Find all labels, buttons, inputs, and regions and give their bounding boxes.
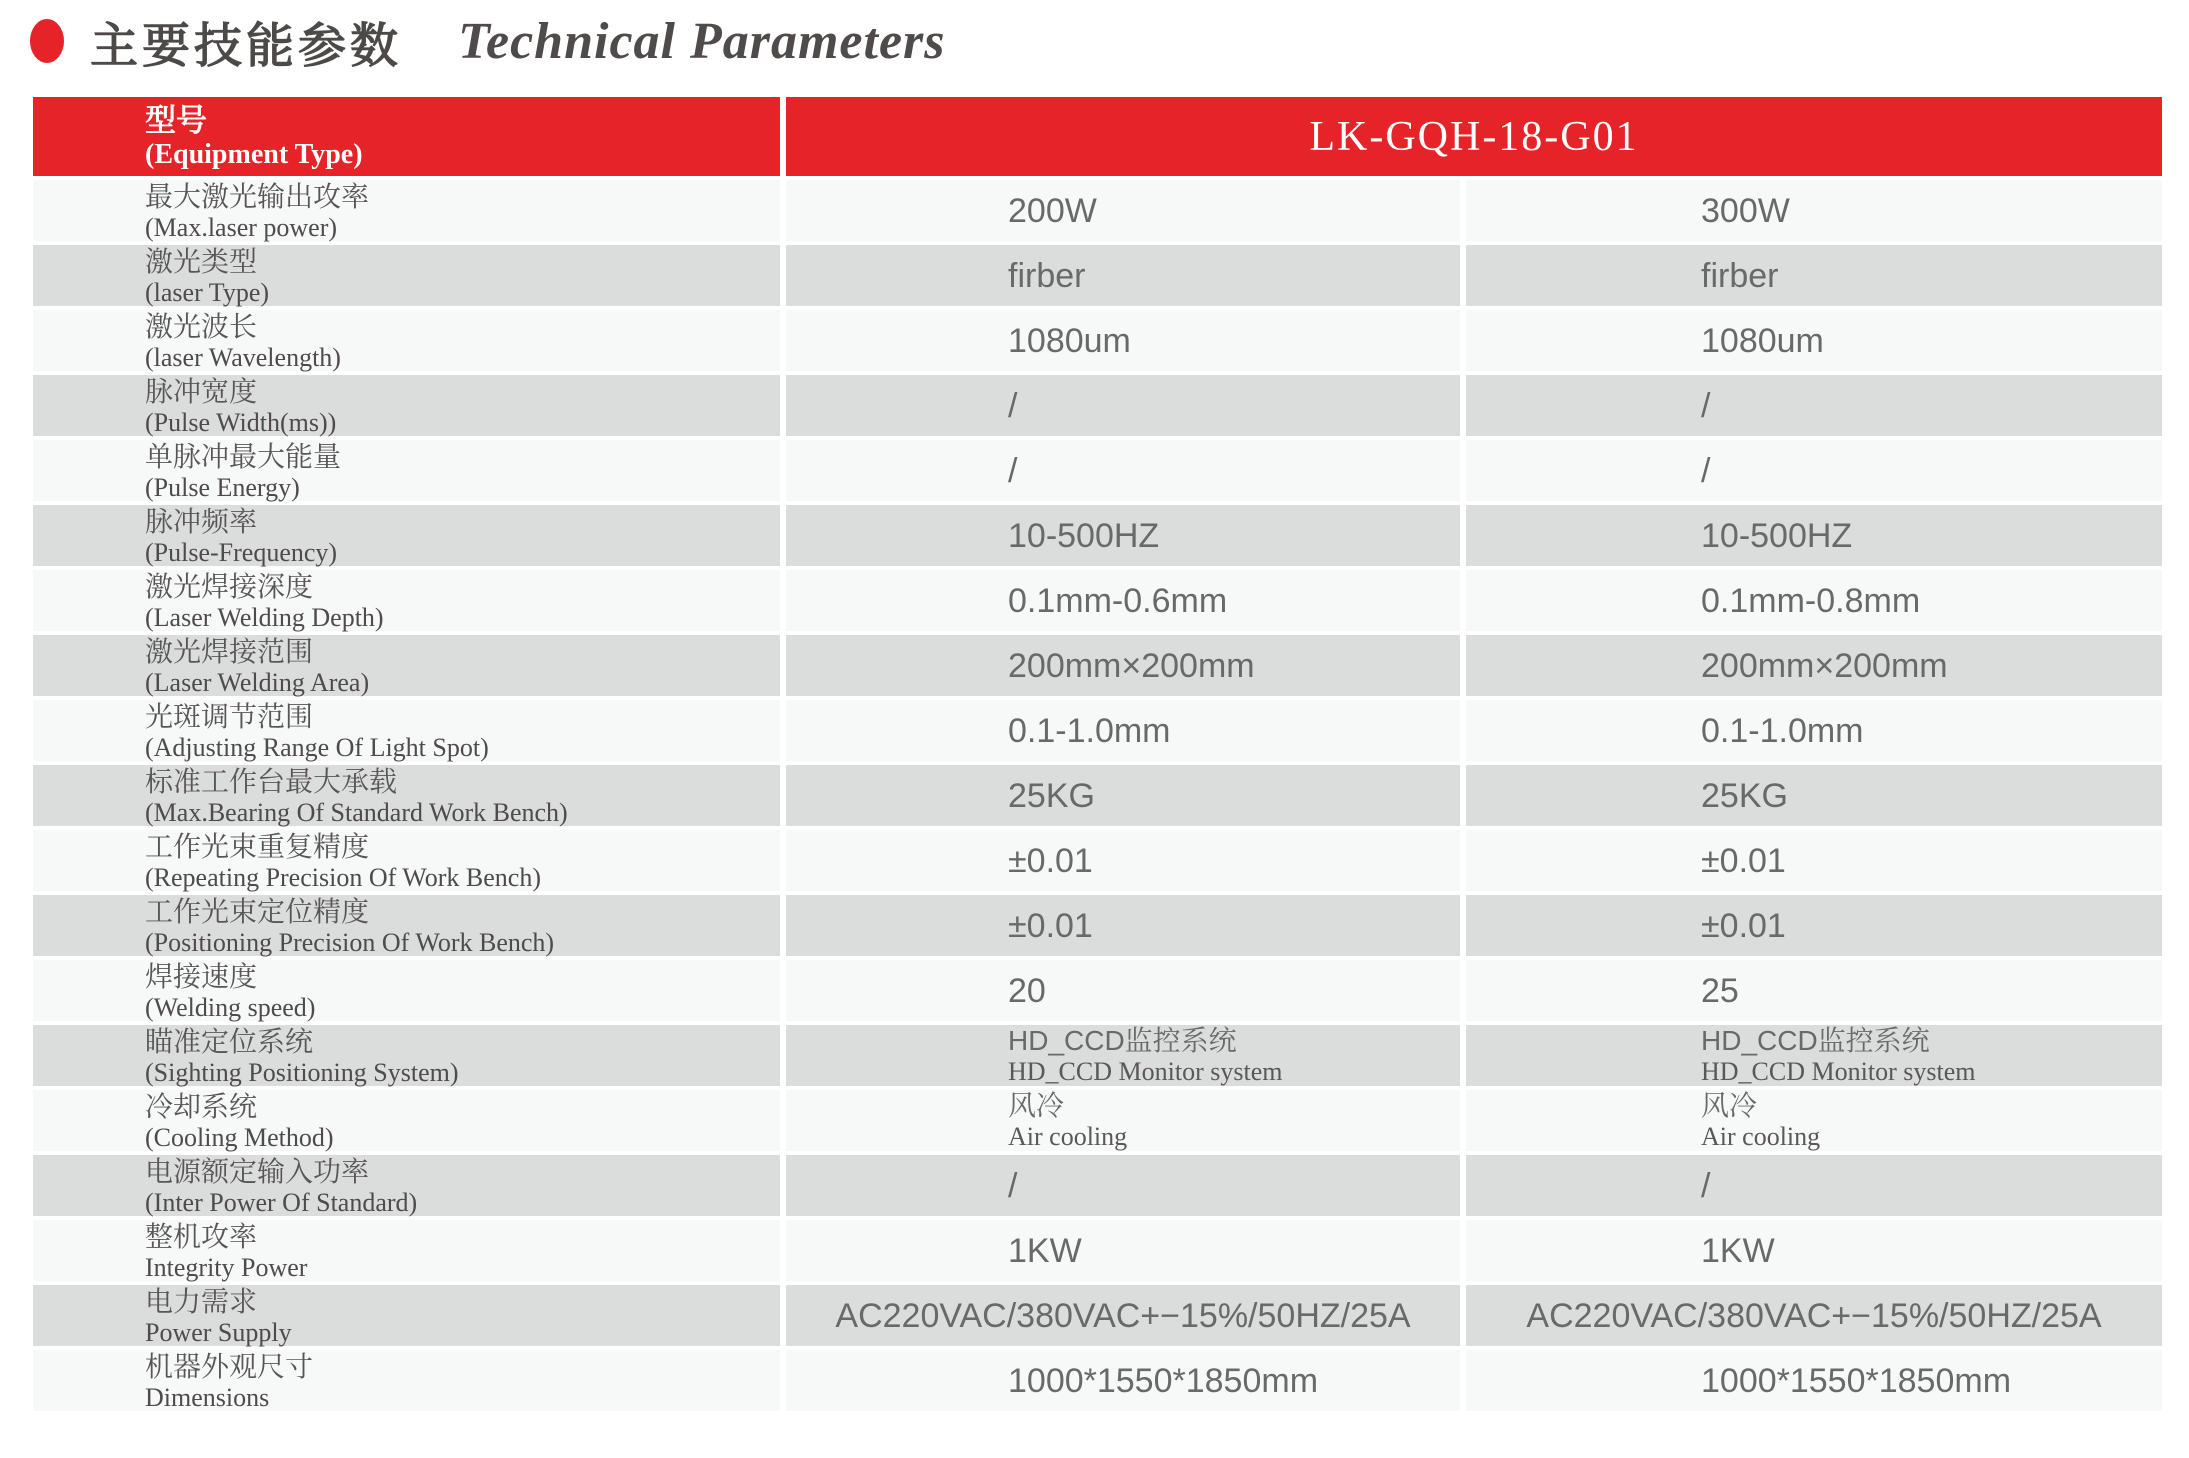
value-cell-300w-model xyxy=(1466,1220,2162,1281)
parameter-value-2: 0.1mm-0.8mm xyxy=(1701,581,1921,620)
parameter-label-en: (Adjusting Range Of Light Spot) xyxy=(145,732,489,762)
value-cell-200w-model xyxy=(786,960,1466,1021)
value-cell-300w-model xyxy=(1466,245,2162,306)
parameter-label-cell xyxy=(33,830,786,891)
parameter-label-en: (Max.laser power) xyxy=(145,212,338,242)
header-type-label-zh: 型号 xyxy=(145,103,207,138)
value-cell-200w-model xyxy=(786,310,1466,371)
parameter-label-cell xyxy=(33,1025,786,1086)
parameter-value-1: 200mm×200mm xyxy=(1008,646,1255,685)
value-cell-200w-model xyxy=(786,570,1466,631)
parameter-value-1: 1000*1550*1850mm xyxy=(1008,1361,1319,1400)
red-dot-icon xyxy=(30,19,64,63)
page-title-en: Technical Parameters xyxy=(458,12,946,70)
parameter-value-2: / xyxy=(1701,386,1711,425)
parameter-label-cell xyxy=(33,440,786,501)
parameter-label-en: (Positioning Precision Of Work Bench) xyxy=(145,927,555,957)
value-cell-300w-model xyxy=(1466,1025,2162,1086)
parameter-value-2: 风冷 xyxy=(1701,1090,1758,1121)
table-body xyxy=(33,180,2162,1415)
value-cell-300w-model xyxy=(1466,180,2162,241)
parameter-value-2: 25KG xyxy=(1701,776,1788,815)
parameter-label-en: (Repeating Precision Of Work Bench) xyxy=(145,862,541,892)
value-cell-300w-model xyxy=(1466,895,2162,956)
parameter-value-1: ±0.01 xyxy=(1008,906,1093,945)
parameter-label-zh: 单脉冲最大能量 xyxy=(145,440,342,472)
table-row xyxy=(33,310,2162,375)
parameter-value-1: / xyxy=(1008,386,1018,425)
parameter-label-cell xyxy=(33,310,786,371)
parameter-value-2: 0.1-1.0mm xyxy=(1701,711,1864,750)
parameter-value-2: ±0.01 xyxy=(1701,841,1786,880)
table-row xyxy=(33,1350,2162,1415)
parameter-value-2: 1000*1550*1850mm xyxy=(1701,1361,2012,1400)
value-cell-200w-model xyxy=(786,375,1466,436)
parameter-value-2: AC220VAC/380VAC+−15%/50HZ/25A xyxy=(1526,1296,2102,1335)
parameter-label-zh: 标准工作台最大承载 xyxy=(145,765,398,797)
parameter-value-1: firber xyxy=(1008,256,1086,295)
parameter-label-en: Power Supply xyxy=(145,1317,292,1347)
parameter-label-cell xyxy=(33,765,786,826)
parameter-label-zh: 脉冲频率 xyxy=(145,505,258,537)
table-row xyxy=(33,1155,2162,1220)
parameter-value-1: 1080um xyxy=(1008,321,1131,360)
value-cell-300w-model xyxy=(1466,700,2162,761)
value-cell-300w-model xyxy=(1466,1285,2162,1346)
parameter-value-1: 风冷 xyxy=(1008,1090,1065,1121)
parameter-value-1: 0.1-1.0mm xyxy=(1008,711,1171,750)
parameter-value-2-en: HD_CCD Monitor system xyxy=(1701,1057,1976,1086)
parameter-value-2: 200mm×200mm xyxy=(1701,646,1948,685)
value-cell-300w-model xyxy=(1466,505,2162,566)
table-row xyxy=(33,635,2162,700)
parameter-label-en: (Inter Power Of Standard) xyxy=(145,1187,418,1217)
table-row xyxy=(33,700,2162,765)
parameter-value-2: firber xyxy=(1701,256,1779,295)
value-cell-200w-model xyxy=(786,1285,1466,1346)
value-cell-200w-model xyxy=(786,245,1466,306)
parameter-value-1: 20 xyxy=(1008,971,1046,1010)
parameter-label-zh: 焊接速度 xyxy=(145,960,258,992)
parameter-label-zh: 瞄准定位系统 xyxy=(145,1025,314,1057)
table-row xyxy=(33,570,2162,635)
value-cell-200w-model xyxy=(786,830,1466,891)
parameter-label-cell xyxy=(33,1090,786,1151)
parameter-value-2: HD_CCD监控系统 xyxy=(1701,1025,1930,1056)
parameter-value-2: 1080um xyxy=(1701,321,1824,360)
parameter-label-en: (Laser Welding Area) xyxy=(145,667,370,697)
value-cell-300w-model xyxy=(1466,765,2162,826)
parameter-value-1: 0.1mm-0.6mm xyxy=(1008,581,1228,620)
parameter-value-1: / xyxy=(1008,1166,1018,1205)
value-cell-200w-model xyxy=(786,765,1466,826)
parameter-label-en: (Max.Bearing Of Standard Work Bench) xyxy=(145,797,568,827)
table-row xyxy=(33,1025,2162,1090)
parameter-value-2-en: Air cooling xyxy=(1701,1122,1821,1151)
parameter-label-en: Dimensions xyxy=(145,1382,270,1412)
parameter-label-zh: 光斑调节范围 xyxy=(145,700,314,732)
table-row xyxy=(33,440,2162,505)
parameter-label-zh: 激光焊接深度 xyxy=(145,570,314,602)
value-cell-200w-model xyxy=(786,1090,1466,1151)
parameter-label-zh: 激光类型 xyxy=(145,245,258,277)
table-row xyxy=(33,895,2162,960)
value-cell-300w-model xyxy=(1466,440,2162,501)
parameter-label-zh: 脉冲宽度 xyxy=(145,375,258,407)
table-row xyxy=(33,830,2162,895)
table-row xyxy=(33,765,2162,830)
page-title xyxy=(30,10,2189,72)
table-row xyxy=(33,1285,2162,1350)
value-cell-200w-model xyxy=(786,635,1466,696)
parameter-label-zh: 工作光束重复精度 xyxy=(145,830,370,862)
parameter-label-cell xyxy=(33,960,786,1021)
value-cell-200w-model xyxy=(786,700,1466,761)
value-cell-200w-model xyxy=(786,440,1466,501)
parameter-label-en: (Cooling Method) xyxy=(145,1122,334,1152)
parameter-label-cell xyxy=(33,180,786,241)
value-cell-200w-model xyxy=(786,1025,1466,1086)
value-cell-300w-model xyxy=(1466,1350,2162,1411)
parameter-value-2: 1KW xyxy=(1701,1231,1775,1270)
value-cell-300w-model xyxy=(1466,635,2162,696)
header-model-cell: LK-GQH-18-G01 xyxy=(1309,113,1639,160)
parameter-label-cell xyxy=(33,1220,786,1281)
table-row xyxy=(33,1090,2162,1155)
header-type-label-en: (Equipment Type) xyxy=(145,139,363,170)
table-row xyxy=(33,960,2162,1025)
parameter-label-en: (laser Type) xyxy=(145,277,270,307)
parameter-value-2: / xyxy=(1701,451,1711,490)
table-row xyxy=(33,505,2162,570)
table-row xyxy=(33,1220,2162,1285)
parameter-label-en: (laser Wavelength) xyxy=(145,342,341,372)
parameter-label-zh: 激光焊接范围 xyxy=(145,635,314,667)
parameter-value-1: / xyxy=(1008,451,1018,490)
parameter-label-zh: 工作光束定位精度 xyxy=(145,895,370,927)
parameter-value-1: 200W xyxy=(1008,191,1097,230)
value-cell-300w-model xyxy=(1466,570,2162,631)
table-row xyxy=(33,245,2162,310)
header-equipment-type-cell xyxy=(33,97,786,176)
parameter-label-cell xyxy=(33,375,786,436)
value-cell-200w-model xyxy=(786,1155,1466,1216)
parameter-label-zh: 电源额定输入功率 xyxy=(145,1155,370,1187)
value-cell-300w-model xyxy=(1466,830,2162,891)
value-cell-200w-model xyxy=(786,895,1466,956)
parameter-value-1: 1KW xyxy=(1008,1231,1082,1270)
parameter-label-cell xyxy=(33,245,786,306)
value-cell-200w-model xyxy=(786,1350,1466,1411)
parameter-label-zh: 激光波长 xyxy=(145,310,258,342)
parameter-label-en: (Sighting Positioning System) xyxy=(145,1057,459,1087)
parameter-value-1: AC220VAC/380VAC+−15%/50HZ/25A xyxy=(835,1296,1411,1335)
parameter-label-cell xyxy=(33,895,786,956)
parameter-label-cell xyxy=(33,1285,786,1346)
parameter-label-zh: 冷却系统 xyxy=(145,1090,258,1122)
parameter-label-zh: 整机攻率 xyxy=(145,1220,258,1252)
table-row xyxy=(33,180,2162,245)
parameter-value-1: HD_CCD监控系统 xyxy=(1008,1025,1237,1056)
parameter-label-cell xyxy=(33,505,786,566)
value-cell-300w-model xyxy=(1466,375,2162,436)
value-cell-300w-model xyxy=(1466,1090,2162,1151)
parameter-label-en: (Pulse-Frequency) xyxy=(145,537,338,567)
parameter-value-2: 300W xyxy=(1701,191,1790,230)
parameter-label-cell xyxy=(33,1155,786,1216)
parameter-value-2: 10-500HZ xyxy=(1701,516,1853,555)
value-cell-300w-model xyxy=(1466,1155,2162,1216)
parameter-value-1: ±0.01 xyxy=(1008,841,1093,880)
value-cell-200w-model xyxy=(786,180,1466,241)
parameter-label-zh: 最大激光输出攻率 xyxy=(145,180,370,212)
parameter-label-cell xyxy=(33,700,786,761)
parameter-label-cell xyxy=(33,1350,786,1411)
parameter-label-cell xyxy=(33,570,786,631)
value-cell-300w-model xyxy=(1466,960,2162,1021)
technical-parameters-table xyxy=(33,97,2162,1415)
table-header-row xyxy=(33,97,2162,180)
parameter-label-cell xyxy=(33,635,786,696)
parameter-value-1: 10-500HZ xyxy=(1008,516,1160,555)
value-cell-200w-model xyxy=(786,1220,1466,1281)
parameter-value-1-en: Air cooling xyxy=(1008,1122,1128,1151)
page-title-zh: 主要技能参数 xyxy=(90,19,403,73)
parameter-label-en: (Pulse Width(ms)) xyxy=(145,407,337,437)
parameter-value-2: 25 xyxy=(1701,971,1739,1010)
parameter-label-en: (Welding speed) xyxy=(145,992,316,1022)
table-row xyxy=(33,375,2162,440)
value-cell-300w-model xyxy=(1466,310,2162,371)
parameter-value-2: ±0.01 xyxy=(1701,906,1786,945)
parameter-label-en: (Laser Welding Depth) xyxy=(145,602,384,632)
parameter-label-zh: 机器外观尺寸 xyxy=(145,1350,314,1382)
parameter-value-1: 25KG xyxy=(1008,776,1095,815)
parameter-label-zh: 电力需求 xyxy=(145,1285,258,1317)
value-cell-200w-model xyxy=(786,505,1466,566)
parameter-label-en: Integrity Power xyxy=(145,1252,308,1282)
parameter-value-2: / xyxy=(1701,1166,1711,1205)
parameter-label-en: (Pulse Energy) xyxy=(145,472,300,502)
parameter-value-1-en: HD_CCD Monitor system xyxy=(1008,1057,1283,1086)
